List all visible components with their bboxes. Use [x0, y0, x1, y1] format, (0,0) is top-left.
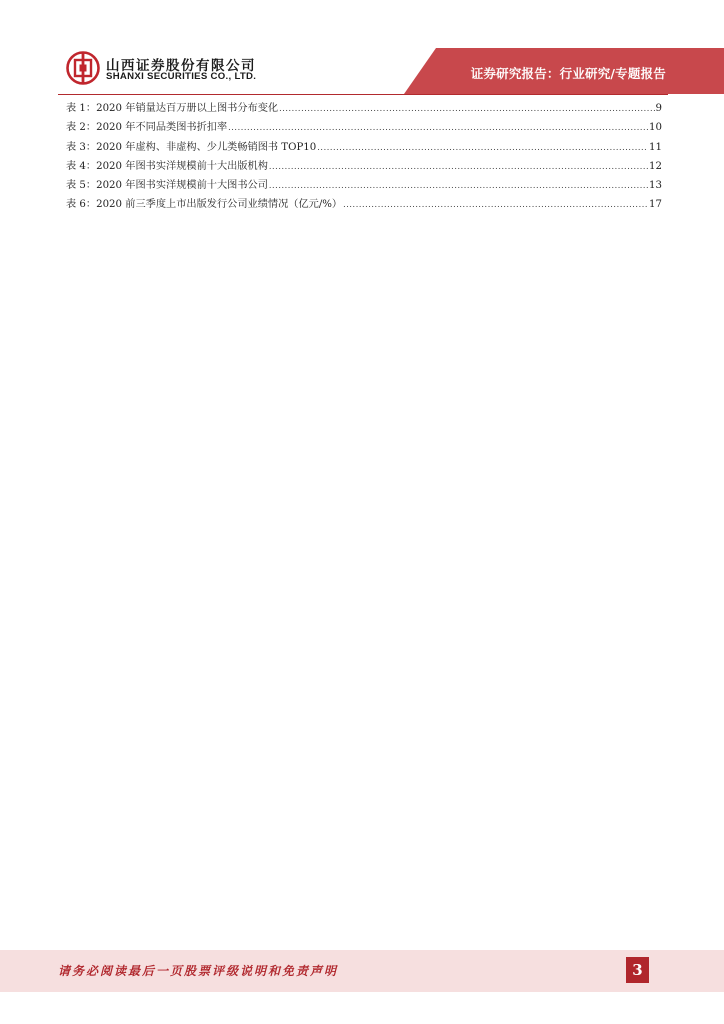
- toc-entry[interactable]: [66, 195, 662, 214]
- disclaimer-notice: 请务必阅读最后一页股票评级说明和免责声明: [58, 964, 339, 978]
- toc-entry-page: 17: [649, 199, 662, 211]
- toc-entry-page: 9: [655, 103, 662, 114]
- page-number: 3: [626, 957, 649, 983]
- report-type: 证券研究报告：行业研究/专题报告: [470, 66, 666, 81]
- toc-entry-page: 12: [649, 160, 662, 172]
- company-name-en: SHANXI SECURITIES CO., LTD.: [106, 71, 257, 82]
- toc-entry[interactable]: [66, 157, 662, 176]
- toc-dot-leader: [343, 195, 648, 214]
- toc-dot-leader: [228, 118, 648, 137]
- toc-dot-leader: [317, 138, 648, 157]
- toc-dot-leader: [269, 157, 648, 176]
- toc-entry[interactable]: [66, 118, 662, 137]
- toc-entry[interactable]: [66, 176, 662, 195]
- toc-entry-page: 13: [649, 180, 662, 192]
- toc-entry[interactable]: [66, 138, 662, 157]
- toc-dot-leader: [269, 176, 648, 195]
- toc-entry-label: 表 2：2020 年不同品类图书折扣率: [66, 122, 228, 134]
- toc-entry-label: 表 3：2020 年虚构、非虚构、少儿类畅销图书 TOP10: [66, 141, 317, 153]
- table-of-figures: [66, 99, 662, 215]
- toc-entry-label: 表 1：2020 年销量达百万册以上图书分布变化: [66, 103, 279, 114]
- toc-dot-leader: [279, 99, 654, 118]
- shanxi-securities-logo: [66, 51, 100, 85]
- toc-entry-label: 表 4：2020 年图书实洋规模前十大出版机构: [66, 160, 268, 172]
- page-header: [0, 0, 724, 96]
- toc-entry-label: 表 6：2020 前三季度上市出版发行公司业绩情况（亿元/%）: [66, 199, 343, 211]
- page-footer: [0, 950, 724, 992]
- toc-entry-label: 表 5：2020 年图书实洋规模前十大图书公司: [66, 180, 268, 192]
- toc-entry-page: 11: [649, 141, 662, 153]
- toc-entry-page: 10: [649, 122, 662, 134]
- company-name-cn: 山西证券股份有限公司: [106, 58, 256, 74]
- header-divider: [58, 94, 668, 95]
- toc-entry[interactable]: [66, 99, 662, 118]
